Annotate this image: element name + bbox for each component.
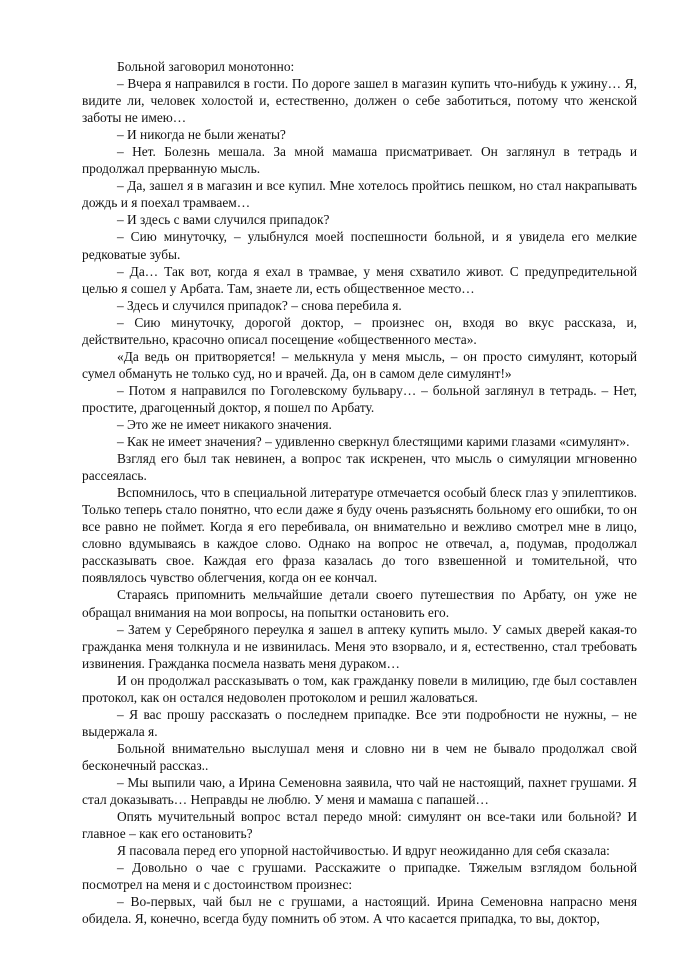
paragraph: И он продолжал рассказывать о том, как гражданку повели в милицию, где был составлен протокол, как он остался недоволен протоколом и решил жаловаться. [82,672,637,705]
paragraph: – Здесь и случился припадок? – снова перебила я. [117,297,402,313]
paragraph: «Да ведь он притворяется! – мелькнула у меня мысль, – он просто симулянт, который сумел обмануть не только суд, но и врачей. Да, он в самом деле симулянт!» [82,348,637,381]
paragraph: – Потом я направился по Гоголевскому бульвару… – больной заглянул в тетрадь. – Нет, простите, драгоценный доктор, я пошел по Арбату. [82,382,637,415]
paragraph: – Довольно о чае с грушами. Расскажите о припадке. Тяжелым взглядом больной посмотрел на меня и с достоинством произнес: [82,860,637,893]
paragraph: – Сию минуточку, – улыбнулся моей поспешности больной, и я увидела его мелкие редковатые зубы. [82,229,637,262]
paragraph: Больной заговорил монотонно: [117,59,295,74]
paragraph: – Да… Так вот, когда я ехал в трамвае, у меня схватило живот. С предупредительной целью я сошел у Арбата. Там, знаете ли, есть общественное место… [82,263,637,296]
paragraph: Стараясь припомнить мельчайшие детали своего путешествия по Арбату, он уже не обращал внимания на мои вопросы, на попытки остановить его. [82,587,637,620]
paragraph: Опять мучительный вопрос встал передо мной: симулянт он все-таки или больной? И главное – как его остановить? [82,809,637,842]
paragraph: Вспомнилось, что в специальной литературе отмечается особый блеск глаз у эпилептиков. Только теперь стало понятно, что если даже я буду очень разъяснять больному его ошибки, то он все равно не поймет. Когда я его перебивала, он внимательно и вежливо смотрел мне в лицо, словно вдумываясь в каждое слово. Однако на вопрос не отвечал, а, подумав, продолжал рассказывать свое. Каждая его фраза казалась до того взвешенной и томительной, что появлялось чувство облегчения, когда он ее кончал. [82,485,637,586]
paragraph: – Во-первых, чай был не с грушами, а настоящий. Ирина Семеновна напрасно меня обидела. Я, конечно, всегда буду помнить об этом. А что касается припадка, то вы, доктор, [82,894,637,927]
paragraph: – Как не имеет значения? – удивленно сверкнул блестящими карими глазами «симулянт». [117,434,630,450]
paragraph: Больной внимательно выслушал меня и словно ни в чем не бывало продолжал свой бесконечный рассказ.. [82,740,637,773]
document-page [82,58,637,927]
paragraph: – Мы выпили чаю, а Ирина Семеновна заявила, что чай не настоящий, пахнет грушами. Я стал доказывать… Неправды не люблю. У меня и мамаша с папашей… [82,774,637,808]
paragraph: – Вчера я направился в гости. По дороге зашел в магазин купить что-нибудь к ужину… Я, видите ли, человек холостой и, естественно, должен о себе заботиться, потому что женской заботы не имею… [82,76,637,126]
paragraph: Взгляд его был так невинен, а вопрос так искренен, что мысль о симуляции мгновенно рассеялась. [82,451,637,484]
paragraph: – Сию минуточку, дорогой доктор, – произнес он, входя во вкус рассказа, и, действительно, красочно описал посещение «общественного места». [82,314,637,347]
paragraph: – И здесь с вами случился припадок? [117,212,330,228]
paragraph: – Это же не имеет никакого значения. [117,416,332,432]
paragraph: – Затем у Серебряного переулка я зашел в аптеку купить мыло. У самых дверей какая-то гражданка меня толкнула и не извинилась. Меня это взорвало, и я, естественно, стал требовать извинения. Гражданка посмела назвать меня дураком… [82,621,637,671]
paragraph: – Да, зашел я в магазин и все купил. Мне хотелось пройтись пешком, но стал накрапывать дождь и я поехал трамваем… [82,178,637,211]
paragraph: – Нет. Болезнь мешала. За мной мамаша присматривает. Он заглянул в тетрадь и продолжал прерванную мысль. [82,144,637,177]
paragraph: – И никогда не были женаты? [117,127,286,143]
paragraph: Я пасовала перед его упорной настойчивостью. И вдруг неожиданно для себя сказала: [117,843,610,859]
paragraph: – Я вас прошу рассказать о последнем припадке. Все эти подробности не нужны, – не выдержала я. [82,706,637,739]
